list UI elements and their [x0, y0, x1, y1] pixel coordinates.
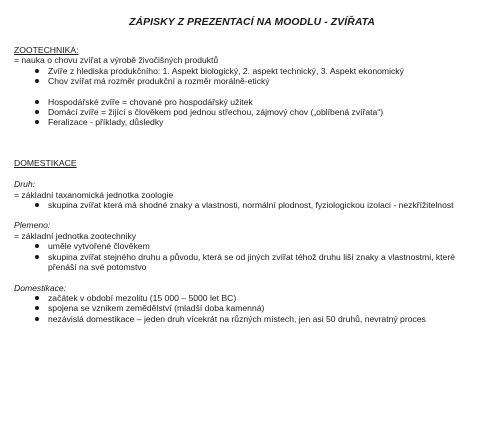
plemeno-label: Plemeno:: [14, 220, 51, 231]
list-item: [35, 252, 480, 273]
list-item: [35, 314, 480, 324]
section-domestikace: [14, 158, 480, 324]
section-heading-zootechnika: ZOOTECHNIKA:: [14, 45, 79, 55]
bullet-icon: [35, 79, 39, 83]
list-item-text: skupina zvířat stejného druhu a původu, která se od jiných zvířat téhož druhu liší znaky a vlastnostmi, které přenáší na své potomstvo: [48, 251, 455, 273]
section-zootechnika: [14, 45, 480, 128]
list-item: [35, 241, 480, 251]
list-item-text: Zvíře z hlediska produkčního: 1. Aspekt biologický, 2. aspekt technický, 3. Aspekt ekonomický: [48, 65, 404, 76]
list-item: [35, 107, 480, 117]
list-item: [35, 76, 480, 86]
bullet-icon: [35, 203, 39, 207]
bullet-icon: [35, 296, 39, 300]
list-item-text: Domácí zvíře = žijící s člověkem pod jednou střechou, zájmový chov („oblíbená zvířata“): [48, 107, 384, 118]
domestikace-list: [14, 293, 480, 324]
bullet-icon: [35, 306, 39, 310]
zootechnika-definition: = nauka o chovu zvířat a výrobě živočišných produktů: [14, 55, 219, 66]
list-item-text: Chov zvířat má rozměr produkční a rozměr morálně-etický: [48, 76, 270, 87]
list-item-text: začátek v období mezolitu (15 000 – 5000 let BC): [48, 292, 237, 303]
list-item-text: uměle vytvořené člověkem: [48, 241, 150, 252]
list-item: [35, 66, 480, 76]
bullet-icon: [35, 69, 39, 73]
section-heading-domestikace: DOMESTIKACE: [14, 157, 77, 168]
bullet-icon: [35, 317, 39, 321]
list-item-text: nezávislá domestikace – jeden druh vícekrát na různých místech, jen asi 50 druhů, nevratný proces: [48, 313, 426, 324]
list-item: [35, 293, 480, 303]
bullet-icon: [35, 244, 39, 248]
domestikace-label: Domestikace:: [14, 282, 67, 293]
list-item: [35, 97, 480, 107]
list-item: [35, 303, 480, 313]
list-item-text: Hospodářské zvíře = chované pro hospodářský užitek: [48, 96, 253, 107]
bullet-icon: [35, 110, 39, 114]
plemeno-definition: = základní jednotka zootechniky: [14, 230, 137, 241]
list-item-text: Feralizace - příklady, důsledky: [48, 117, 164, 128]
list-item-text: skupina zvířat která má shodné znaky a vlastnosti, normální plodnost, fyziologickou izolaci - nezkřížitelnost: [48, 200, 454, 211]
zootechnika-list-a: [14, 66, 480, 87]
zootechnika-list-b: [14, 97, 480, 128]
list-item-text: spojena se vznikem zemědělství (mladší doba kamenná): [48, 303, 265, 314]
bullet-icon: [35, 255, 39, 259]
druh-label: Druh:: [14, 179, 36, 190]
document-title: ZÁPISKY Z PREZENTACÍ NA MOODLU - ZVÍŘATA: [129, 17, 375, 28]
bullet-icon: [35, 100, 39, 104]
druh-list: [14, 200, 480, 210]
bullet-icon: [35, 120, 39, 124]
list-item: [35, 200, 480, 210]
druh-definition: = základní taxanomická jednotka zoologie: [14, 189, 174, 200]
plemeno-list: [14, 241, 480, 272]
list-item: [35, 117, 480, 127]
